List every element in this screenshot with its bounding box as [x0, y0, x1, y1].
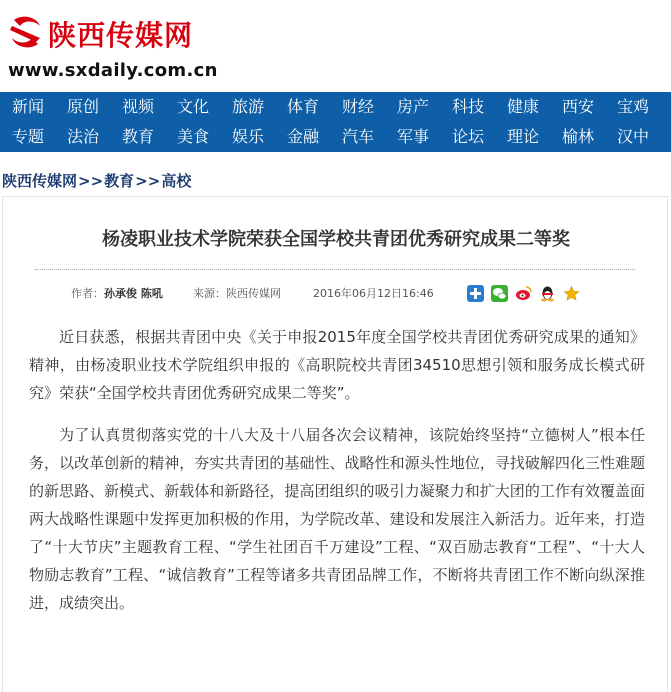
nav-item[interactable]: 专题 — [12, 127, 45, 146]
breadcrumb — [2, 170, 191, 191]
nav-item[interactable]: 理论 — [507, 127, 540, 146]
nav-item[interactable]: 健康 — [507, 97, 540, 116]
main-nav — [0, 92, 671, 152]
nav-item[interactable]: 体育 — [287, 97, 320, 116]
nav-item[interactable]: 房产 — [397, 97, 430, 116]
source-label: 来源： — [193, 287, 226, 300]
wechat-icon[interactable] — [491, 285, 508, 302]
nav-item[interactable]: 美食 — [177, 127, 210, 146]
nav-item[interactable]: 西安 — [562, 97, 595, 116]
nav-item[interactable]: 汽车 — [342, 127, 375, 146]
site-url[interactable]: www.sxdaily.com.cn — [8, 60, 218, 81]
site-logo-text[interactable]: 陕西传媒网 — [48, 19, 194, 52]
nav-item[interactable]: 宝鸡 — [617, 97, 650, 116]
nav-item[interactable]: 娱乐 — [232, 127, 265, 146]
nav-item[interactable]: 财经 — [342, 97, 375, 116]
author-label: 作者： — [71, 287, 104, 300]
favorite-star-icon[interactable] — [563, 285, 580, 302]
plus-share-icon[interactable] — [467, 285, 484, 302]
nav-row-2 — [0, 122, 671, 152]
article-container — [2, 196, 668, 692]
article-body — [29, 323, 645, 631]
qq-icon[interactable] — [539, 285, 556, 302]
nav-item[interactable]: 科技 — [452, 97, 485, 116]
title-divider — [35, 269, 635, 270]
breadcrumb-university-link[interactable]: 高校 — [161, 172, 192, 190]
author-name: 孙承俊 陈吼 — [104, 287, 163, 300]
article-paragraph: 近日获悉，根据共青团中央《关于申报2015年度全国学校共青团优秀研究成果的通知》精神，由杨凌职业技术学院组织申报的《高职院校共青团34510思想引领和服务成长模式研究》荣获“全国学校共青团优秀研究成果二等奖”。 — [29, 328, 645, 402]
nav-item[interactable]: 旅游 — [232, 97, 265, 116]
breadcrumb-education-link[interactable]: 教育 — [104, 172, 135, 190]
nav-row-1 — [0, 92, 671, 122]
nav-item[interactable]: 教育 — [122, 127, 155, 146]
publish-date: 2016年06月12日16:46 — [313, 287, 434, 300]
nav-item[interactable]: 新闻 — [12, 97, 45, 116]
weibo-icon[interactable] — [515, 285, 532, 302]
article-paragraph: 为了认真贯彻落实党的十八大及十八届各次会议精神，该院始终坚持“立德树人”根本任务，以改革创新的精神，夯实共青团的基础性、战略性和源头性地位，寻找破解四化三性难题的新思路、新模式、新载体和新路径，提高团组织的吸引力凝聚力和扩大团的工作有效覆盖面两大战略性课题中发挥更加积极的作用，为学院改革、建设和发展注入新活力。近年来，打造了“十大节庆”主题教育工程、“学生社团百千万建设”工程、“双百励志教育“工程”、“十大人物励志教育”工程、“诚信教育”工程等诸多共青团品牌工作，不断将共青团工作不断向纵深推进，成绩突出。 — [29, 426, 645, 612]
logo-swirl-icon[interactable] — [6, 12, 46, 52]
nav-item[interactable]: 视频 — [122, 97, 155, 116]
nav-item[interactable]: 文化 — [177, 97, 210, 116]
nav-item[interactable]: 汉中 — [617, 127, 650, 146]
nav-item[interactable]: 榆林 — [562, 127, 595, 146]
site-header — [0, 0, 671, 90]
nav-item[interactable]: 法治 — [67, 127, 100, 146]
article-title: 杨凌职业技术学院荣获全国学校共青团优秀研究成果二等奖 — [102, 229, 570, 250]
source-name: 陕西传媒网 — [226, 287, 281, 300]
nav-item[interactable]: 论坛 — [452, 127, 485, 146]
author-info — [71, 285, 163, 301]
source-info — [193, 285, 281, 301]
breadcrumb-home-link[interactable]: 陕西传媒网 — [2, 172, 78, 190]
breadcrumb-separator: >> — [78, 172, 104, 190]
nav-item[interactable]: 金融 — [287, 127, 320, 146]
breadcrumb-separator: >> — [135, 172, 161, 190]
nav-item[interactable]: 原创 — [67, 97, 100, 116]
nav-item[interactable]: 军事 — [397, 127, 430, 146]
